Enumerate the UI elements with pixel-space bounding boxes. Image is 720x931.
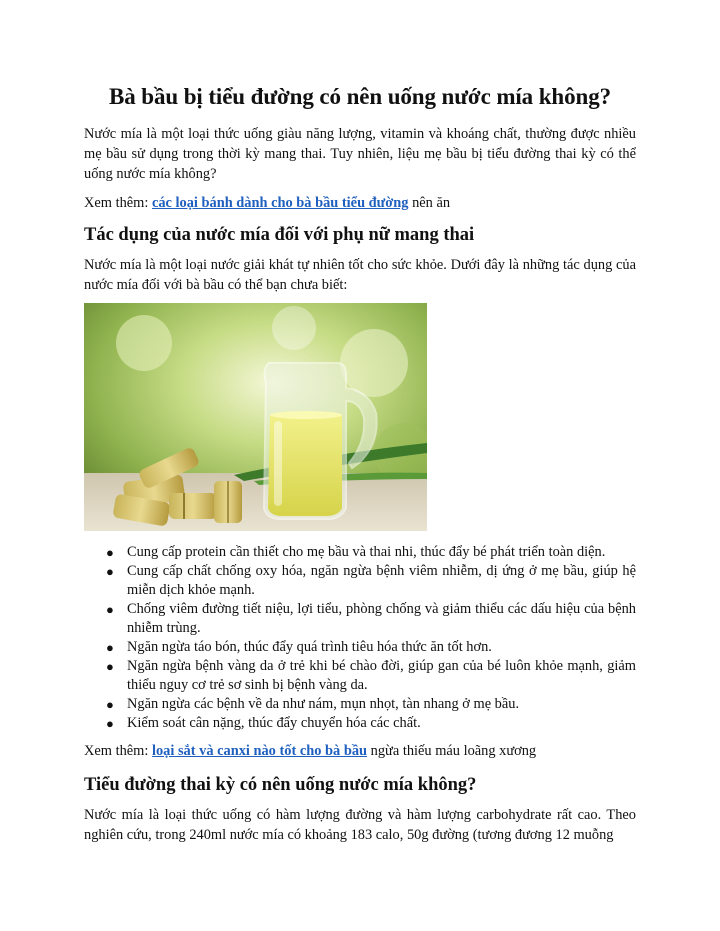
see-also-1-prefix: Xem thêm:: [84, 195, 152, 211]
link-diabetic-pregnancy-cakes[interactable]: các loại bánh dành cho bà bầu tiểu đường: [151, 195, 409, 211]
see-also-1: [84, 193, 636, 213]
see-also-2-suffix: ngừa thiếu máu loãng xương: [367, 743, 537, 759]
list-item: ● Ngăn ngừa các bệnh về da như nám, mụn nhọt, tàn nhang ở mẹ bầu.: [106, 696, 520, 712]
section1-heading: Tác dụng của nước mía đối với phụ nữ mang thai: [84, 225, 475, 245]
intro-paragraph: Nước mía là một loại thức uống giàu năng lượng, vitamin và khoáng chất, thường được nhiều mẹ bầu sử dụng trong thời kỳ mang thai. Tuy nhiên, liệu mẹ bầu bị tiểu đường thai kỳ có thể uống nước mía không?: [84, 126, 636, 182]
list-item: ● Ngăn ngừa bệnh vàng da ở trẻ khi bé chào đời, giúp gan của bé luôn khỏe mạnh, giảm thiểu nguy cơ trẻ sơ sinh bị bệnh vàng da.: [106, 658, 636, 693]
list-item: ● Kiểm soát cân nặng, thúc đẩy chuyển hóa các chất.: [106, 715, 421, 731]
bullet-icon: ●: [106, 697, 114, 712]
list-item: ● Cung cấp chất chống oxy hóa, ngăn ngừa bệnh viêm nhiễm, dị ứng ở mẹ bầu, giúp hệ miễn dịch khỏe mạnh.: [106, 563, 636, 598]
bullet-icon: ●: [106, 640, 114, 655]
bullet-icon: ●: [106, 659, 114, 674]
document-page: [84, 82, 636, 845]
list-item: ● Ngăn ngừa táo bón, thúc đẩy quá trình tiêu hóa thức ăn tốt hơn.: [106, 639, 492, 655]
benefits-list: [84, 543, 636, 733]
sugarcane-juice-photo: [84, 303, 427, 531]
bullet-icon: ●: [106, 564, 114, 579]
bullet-icon: ●: [106, 545, 114, 560]
section1-paragraph: Nước mía là một loại nước giải khát tự nhiên tốt cho sức khỏe. Dưới đây là những tác dụng của nước mía đối với bà bầu có thể bạn chưa biết:: [84, 257, 636, 293]
page-title: Bà bầu bị tiểu đường có nên uống nước mía không?: [108, 84, 612, 109]
see-also-2-prefix: Xem thêm:: [84, 743, 152, 759]
bullet-icon: ●: [106, 602, 114, 617]
list-item: ● Cung cấp protein cần thiết cho mẹ bầu và thai nhi, thúc đẩy bé phát triển toàn diện.: [106, 544, 606, 560]
section2-heading: Tiểu đường thai kỳ có nên uống nước mía không?: [84, 775, 477, 795]
see-also-1-suffix: nên ăn: [408, 195, 451, 211]
see-also-2: [84, 741, 636, 761]
section2-paragraph: Nước mía là loại thức uống có hàm lượng đường và hàm lượng carbohydrate rất cao. Theo nghiên cứu, trong 240ml nước mía có khoảng 183 calo, 50g đường (tương đương 12 muỗng: [84, 807, 636, 843]
link-iron-calcium-supplements[interactable]: loại sắt và canxi nào tốt cho bà bầu: [151, 743, 368, 759]
bullet-icon: ●: [106, 716, 114, 731]
list-item: ● Chống viêm đường tiết niệu, lợi tiểu, phòng chống và giảm thiểu các dấu hiệu của bệnh nhiễm trùng.: [106, 601, 636, 636]
